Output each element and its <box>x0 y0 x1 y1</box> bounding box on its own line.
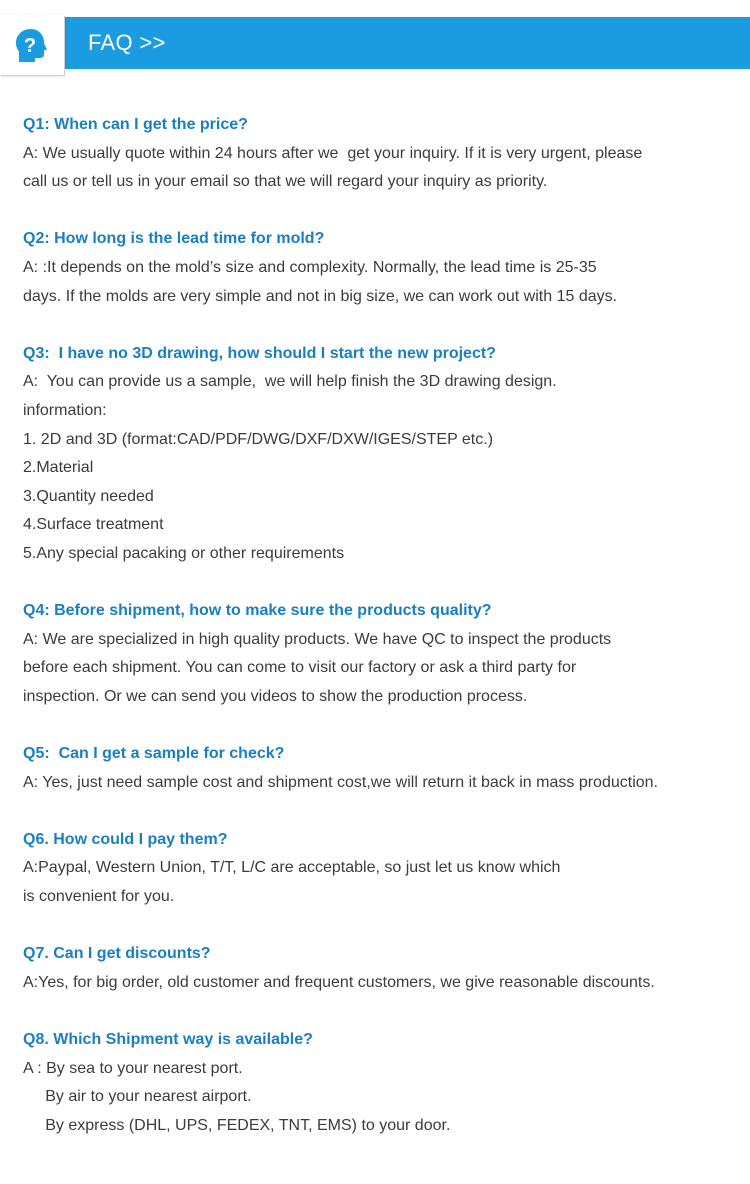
question-head-icon <box>10 25 52 67</box>
faq-answer-line: A:Paypal, Western Union, T/T, L/C are acceptable, so just let us know which <box>23 859 561 877</box>
faq-answer-line: A: We usually quote within 24 hours after we get your inquiry. If it is very urgent, please <box>23 144 643 162</box>
faq-item <box>23 826 745 912</box>
faq-question: Q1: When can I get the price? <box>23 116 248 133</box>
faq-item <box>23 340 745 569</box>
faq-title: FAQ >> <box>88 30 166 55</box>
faq-question: Q3: I have no 3D drawing, how should I start the new project? <box>23 344 496 362</box>
faq-answer-line: 5.Any special pacaking or other requirements <box>23 544 345 562</box>
faq-header <box>0 15 750 77</box>
faq-question: Q7. Can I get discounts? <box>23 945 211 963</box>
faq-item <box>23 597 745 711</box>
faq-item <box>23 111 745 197</box>
faq-answer-line: information: <box>23 401 107 419</box>
faq-icon-box <box>0 15 64 75</box>
faq-item <box>23 225 745 311</box>
faq-question: Q4: Before shipment, how to make sure the products quality? <box>23 602 492 620</box>
faq-answer-line: A: We are specialized in high quality products. We have QC to inspect the products <box>23 630 612 648</box>
faq-answer-line: A: You can provide us a sample, we will help finish the 3D drawing design. <box>23 373 557 391</box>
faq-answer-line: A: Yes, just need sample cost and shipment cost,we will return it back in mass production. <box>23 773 658 791</box>
faq-answer-line: A: :It depends on the mold’s size and complexity. Normally, the lead time is 25-35 <box>23 258 597 276</box>
faq-answer-line: By express (DHL, UPS, FEDEX, TNT, EMS) to your door. <box>23 1116 451 1134</box>
faq-answer-line: A : By sea to your nearest port. <box>23 1059 243 1077</box>
faq-answer-line: is convenient for you. <box>23 888 175 906</box>
faq-answer-line: 2.Material <box>23 459 94 477</box>
faq-answer-line: days. If the molds are very simple and not in big size, we can work out with 15 days. <box>23 287 618 305</box>
faq-item <box>23 940 745 997</box>
faq-title-bar <box>64 17 750 69</box>
faq-answer-line: 3.Quantity needed <box>23 487 154 505</box>
faq-list <box>23 111 745 1169</box>
svg-text:?: ? <box>23 35 37 57</box>
faq-question: Q2: How long is the lead time for mold? <box>23 230 325 248</box>
faq-question: Q5: Can I get a sample for check? <box>23 745 285 763</box>
faq-answer-line: call us or tell us in your email so that we will regard your inquiry as priority. <box>23 173 548 191</box>
faq-item <box>23 740 745 797</box>
faq-question: Q6. How could I pay them? <box>23 830 228 848</box>
faq-answer-line: 1. 2D and 3D (format:CAD/PDF/DWG/DXF/DXW/IGES/STEP etc.) <box>23 430 494 448</box>
faq-question: Q8. Which Shipment way is available? <box>23 1031 313 1048</box>
faq-answer-line: 4.Surface treatment <box>23 516 164 534</box>
faq-answer-line: before each shipment. You can come to visit our factory or ask a third party for <box>23 659 577 677</box>
faq-answer-line: A:Yes, for big order, old customer and frequent customers, we give reasonable discounts. <box>23 973 655 991</box>
faq-answer-line: inspection. Or we can send you videos to show the production process. <box>23 687 528 705</box>
faq-item <box>23 1026 745 1140</box>
faq-answer-line: By air to your nearest airport. <box>23 1088 252 1106</box>
